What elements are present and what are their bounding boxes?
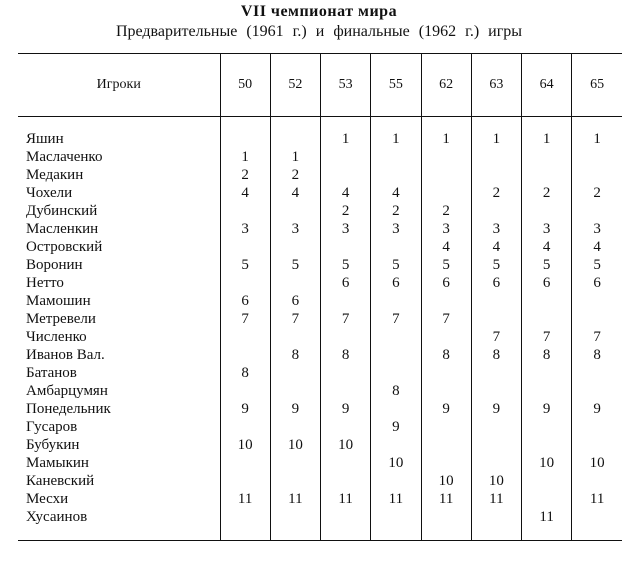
player-name: Мамошин	[26, 293, 91, 309]
position-number	[522, 166, 572, 184]
table-row	[18, 490, 622, 508]
position-number: 6	[270, 292, 320, 310]
position-number: 4	[522, 238, 572, 256]
position-number	[321, 328, 371, 346]
position-number	[471, 382, 521, 400]
player-name: Маслаченко	[26, 149, 103, 165]
position-number	[220, 472, 270, 490]
position-number: 11	[321, 490, 371, 508]
position-number	[572, 472, 622, 490]
table-row	[18, 148, 622, 166]
position-number: 3	[572, 220, 622, 238]
position-number: 7	[270, 310, 320, 328]
position-number: 3	[270, 220, 320, 238]
table-row	[18, 328, 622, 346]
page-subtitle: Предварительные (1961 г.) и финальные (1962 г.) игры	[115, 23, 523, 40]
player-name: Метревели	[26, 311, 96, 327]
position-number	[471, 454, 521, 472]
table-row	[18, 508, 622, 541]
position-number: 4	[471, 238, 521, 256]
position-number	[572, 148, 622, 166]
table-row	[18, 166, 622, 184]
position-number: 9	[220, 400, 270, 418]
column-header: 63	[471, 54, 521, 117]
position-number	[421, 418, 471, 436]
position-number	[572, 166, 622, 184]
position-number	[270, 274, 320, 292]
position-number: 10	[270, 436, 320, 454]
position-number	[421, 184, 471, 202]
position-number	[220, 346, 270, 364]
player-name: Амбарцумян	[26, 383, 108, 399]
spacer-row	[18, 117, 622, 131]
position-number	[321, 454, 371, 472]
position-number: 9	[572, 400, 622, 418]
position-number: 11	[421, 490, 471, 508]
position-number	[371, 346, 421, 364]
position-number	[371, 436, 421, 454]
position-number	[220, 274, 270, 292]
position-number: 2	[522, 184, 572, 202]
spacer-cell	[572, 117, 622, 131]
position-number: 6	[471, 274, 521, 292]
position-number: 5	[371, 256, 421, 274]
position-number	[321, 166, 371, 184]
position-number	[421, 508, 471, 541]
position-number	[471, 202, 521, 220]
lineup-table	[18, 53, 622, 541]
position-number	[522, 436, 572, 454]
player-name: Батанов	[26, 365, 77, 381]
position-number	[371, 400, 421, 418]
position-number: 3	[220, 220, 270, 238]
position-number: 9	[371, 418, 421, 436]
table-row	[18, 184, 622, 202]
position-number	[522, 310, 572, 328]
position-number	[220, 454, 270, 472]
position-number	[270, 508, 320, 541]
spacer-cell	[220, 117, 270, 131]
position-number	[270, 382, 320, 400]
table-row	[18, 292, 622, 310]
position-number	[421, 364, 471, 382]
position-number	[371, 166, 421, 184]
position-number	[220, 328, 270, 346]
table-row	[18, 472, 622, 490]
position-number: 4	[220, 184, 270, 202]
position-number	[270, 238, 320, 256]
position-number	[270, 328, 320, 346]
position-number: 8	[270, 346, 320, 364]
position-number	[270, 364, 320, 382]
position-number: 10	[572, 454, 622, 472]
player-name: Бубукин	[26, 437, 80, 453]
table-row	[18, 346, 622, 364]
column-header: 50	[220, 54, 270, 117]
page-title: VII чемпионат мира	[240, 3, 398, 20]
players-column-header: Игроки	[18, 54, 220, 117]
position-number: 2	[471, 184, 521, 202]
table-row	[18, 256, 622, 274]
position-number: 10	[421, 472, 471, 490]
position-number: 1	[220, 148, 270, 166]
position-number: 1	[371, 130, 421, 148]
table-row	[18, 400, 622, 418]
position-number: 11	[471, 490, 521, 508]
position-number: 8	[572, 346, 622, 364]
position-number	[471, 418, 521, 436]
position-number	[522, 292, 572, 310]
position-number	[371, 148, 421, 166]
table-body	[18, 117, 622, 541]
table-row	[18, 436, 622, 454]
position-number: 7	[321, 310, 371, 328]
position-number	[471, 436, 521, 454]
position-number: 6	[220, 292, 270, 310]
table-row	[18, 418, 622, 436]
position-number	[321, 364, 371, 382]
position-number: 9	[421, 400, 471, 418]
position-number: 10	[371, 454, 421, 472]
position-number	[471, 292, 521, 310]
table-row	[18, 382, 622, 400]
position-number: 5	[220, 256, 270, 274]
column-header: 55	[371, 54, 421, 117]
position-number	[572, 418, 622, 436]
position-number	[421, 148, 471, 166]
position-number: 11	[522, 508, 572, 541]
position-number: 2	[421, 202, 471, 220]
table-row	[18, 310, 622, 328]
column-header: 62	[421, 54, 471, 117]
position-number: 4	[270, 184, 320, 202]
position-number	[471, 364, 521, 382]
table-row	[18, 274, 622, 292]
position-number: 11	[220, 490, 270, 508]
spacer-cell	[471, 117, 521, 131]
position-number: 6	[371, 274, 421, 292]
position-number: 1	[270, 148, 320, 166]
spacer-cell	[522, 117, 572, 131]
position-number: 11	[572, 490, 622, 508]
position-number	[371, 508, 421, 541]
spacer-cell	[371, 117, 421, 131]
column-header: 65	[572, 54, 622, 117]
position-number: 3	[321, 220, 371, 238]
position-number	[471, 310, 521, 328]
position-number: 6	[522, 274, 572, 292]
position-number	[522, 364, 572, 382]
column-header: 52	[270, 54, 320, 117]
position-number: 3	[371, 220, 421, 238]
position-number	[270, 202, 320, 220]
player-name: Гусаров	[26, 419, 78, 435]
position-number: 4	[321, 184, 371, 202]
position-number: 8	[371, 382, 421, 400]
player-name: Иванов Вал.	[26, 347, 105, 363]
position-number	[321, 508, 371, 541]
position-number: 7	[572, 328, 622, 346]
position-number: 3	[471, 220, 521, 238]
position-number: 7	[421, 310, 471, 328]
position-number: 11	[270, 490, 320, 508]
position-number	[371, 364, 421, 382]
position-number: 6	[572, 274, 622, 292]
player-name: Яшин	[26, 131, 64, 147]
spacer-cell	[270, 117, 320, 131]
position-number: 5	[471, 256, 521, 274]
position-number: 1	[471, 130, 521, 148]
position-number	[220, 508, 270, 541]
position-number: 7	[371, 310, 421, 328]
position-number: 5	[270, 256, 320, 274]
player-name: Чохели	[26, 185, 73, 201]
position-number	[371, 238, 421, 256]
player-name: Медакин	[26, 167, 84, 183]
position-number: 2	[220, 166, 270, 184]
position-number: 1	[522, 130, 572, 148]
position-number: 5	[421, 256, 471, 274]
position-number: 5	[321, 256, 371, 274]
position-number	[522, 490, 572, 508]
position-number	[572, 310, 622, 328]
player-name: Островский	[26, 239, 103, 255]
position-number	[522, 202, 572, 220]
position-number: 7	[471, 328, 521, 346]
position-number	[270, 472, 320, 490]
position-number: 3	[522, 220, 572, 238]
position-number	[572, 292, 622, 310]
position-number: 5	[522, 256, 572, 274]
position-number	[421, 382, 471, 400]
position-number: 7	[522, 328, 572, 346]
column-header: 64	[522, 54, 572, 117]
position-number	[321, 472, 371, 490]
table-row	[18, 238, 622, 256]
position-number	[321, 148, 371, 166]
position-number	[371, 328, 421, 346]
position-number	[421, 328, 471, 346]
position-number	[421, 292, 471, 310]
position-number: 2	[572, 184, 622, 202]
position-number: 8	[321, 346, 371, 364]
position-number: 8	[471, 346, 521, 364]
position-number	[220, 418, 270, 436]
position-number: 9	[471, 400, 521, 418]
column-header: 53	[321, 54, 371, 117]
player-name: Масленкин	[26, 221, 99, 237]
player-name: Численко	[26, 329, 87, 345]
position-number: 1	[572, 130, 622, 148]
position-number	[421, 166, 471, 184]
position-number	[270, 454, 320, 472]
table-row	[18, 364, 622, 382]
position-number	[471, 508, 521, 541]
table-row	[18, 454, 622, 472]
player-name: Понедельник	[26, 401, 111, 417]
position-number: 6	[321, 274, 371, 292]
position-number: 10	[522, 454, 572, 472]
player-name: Воронин	[26, 257, 83, 273]
player-name: Каневский	[26, 473, 95, 489]
header-row	[18, 54, 622, 117]
position-number: 6	[421, 274, 471, 292]
position-number	[522, 148, 572, 166]
position-number	[421, 454, 471, 472]
position-number	[220, 202, 270, 220]
position-number	[371, 472, 421, 490]
position-number	[321, 382, 371, 400]
position-number	[522, 382, 572, 400]
position-number: 2	[321, 202, 371, 220]
position-number	[220, 130, 270, 148]
position-number	[220, 382, 270, 400]
position-number	[572, 436, 622, 454]
position-number: 5	[572, 256, 622, 274]
position-number	[421, 436, 471, 454]
position-number: 1	[421, 130, 471, 148]
position-number: 9	[270, 400, 320, 418]
position-number: 8	[522, 346, 572, 364]
position-number	[522, 472, 572, 490]
player-name: Мамыкин	[26, 455, 89, 471]
spacer-cell	[18, 117, 220, 131]
player-name: Нетто	[26, 275, 64, 291]
position-number: 2	[270, 166, 320, 184]
position-number: 4	[572, 238, 622, 256]
position-number	[471, 166, 521, 184]
position-number	[321, 292, 371, 310]
table-row	[18, 220, 622, 238]
position-number: 2	[371, 202, 421, 220]
position-number: 10	[471, 472, 521, 490]
spacer-cell	[421, 117, 471, 131]
position-number: 9	[522, 400, 572, 418]
position-number	[471, 148, 521, 166]
position-number: 7	[220, 310, 270, 328]
position-number: 11	[371, 490, 421, 508]
position-number: 8	[220, 364, 270, 382]
player-name: Месхи	[26, 491, 69, 507]
position-number	[572, 202, 622, 220]
position-number	[522, 418, 572, 436]
position-number	[572, 382, 622, 400]
position-number	[321, 238, 371, 256]
position-number	[270, 130, 320, 148]
position-number: 8	[421, 346, 471, 364]
position-number: 1	[321, 130, 371, 148]
player-name: Дубинский	[26, 203, 98, 219]
position-number	[220, 238, 270, 256]
position-number: 4	[371, 184, 421, 202]
position-number	[371, 292, 421, 310]
position-number	[270, 418, 320, 436]
table-row	[18, 202, 622, 220]
position-number	[572, 364, 622, 382]
spacer-cell	[321, 117, 371, 131]
position-number: 3	[421, 220, 471, 238]
table-row	[18, 130, 622, 148]
position-number: 4	[421, 238, 471, 256]
player-name: Хусаинов	[18, 508, 220, 541]
position-number: 10	[321, 436, 371, 454]
position-number: 9	[321, 400, 371, 418]
position-number: 10	[220, 436, 270, 454]
position-number	[321, 418, 371, 436]
position-number	[572, 508, 622, 541]
